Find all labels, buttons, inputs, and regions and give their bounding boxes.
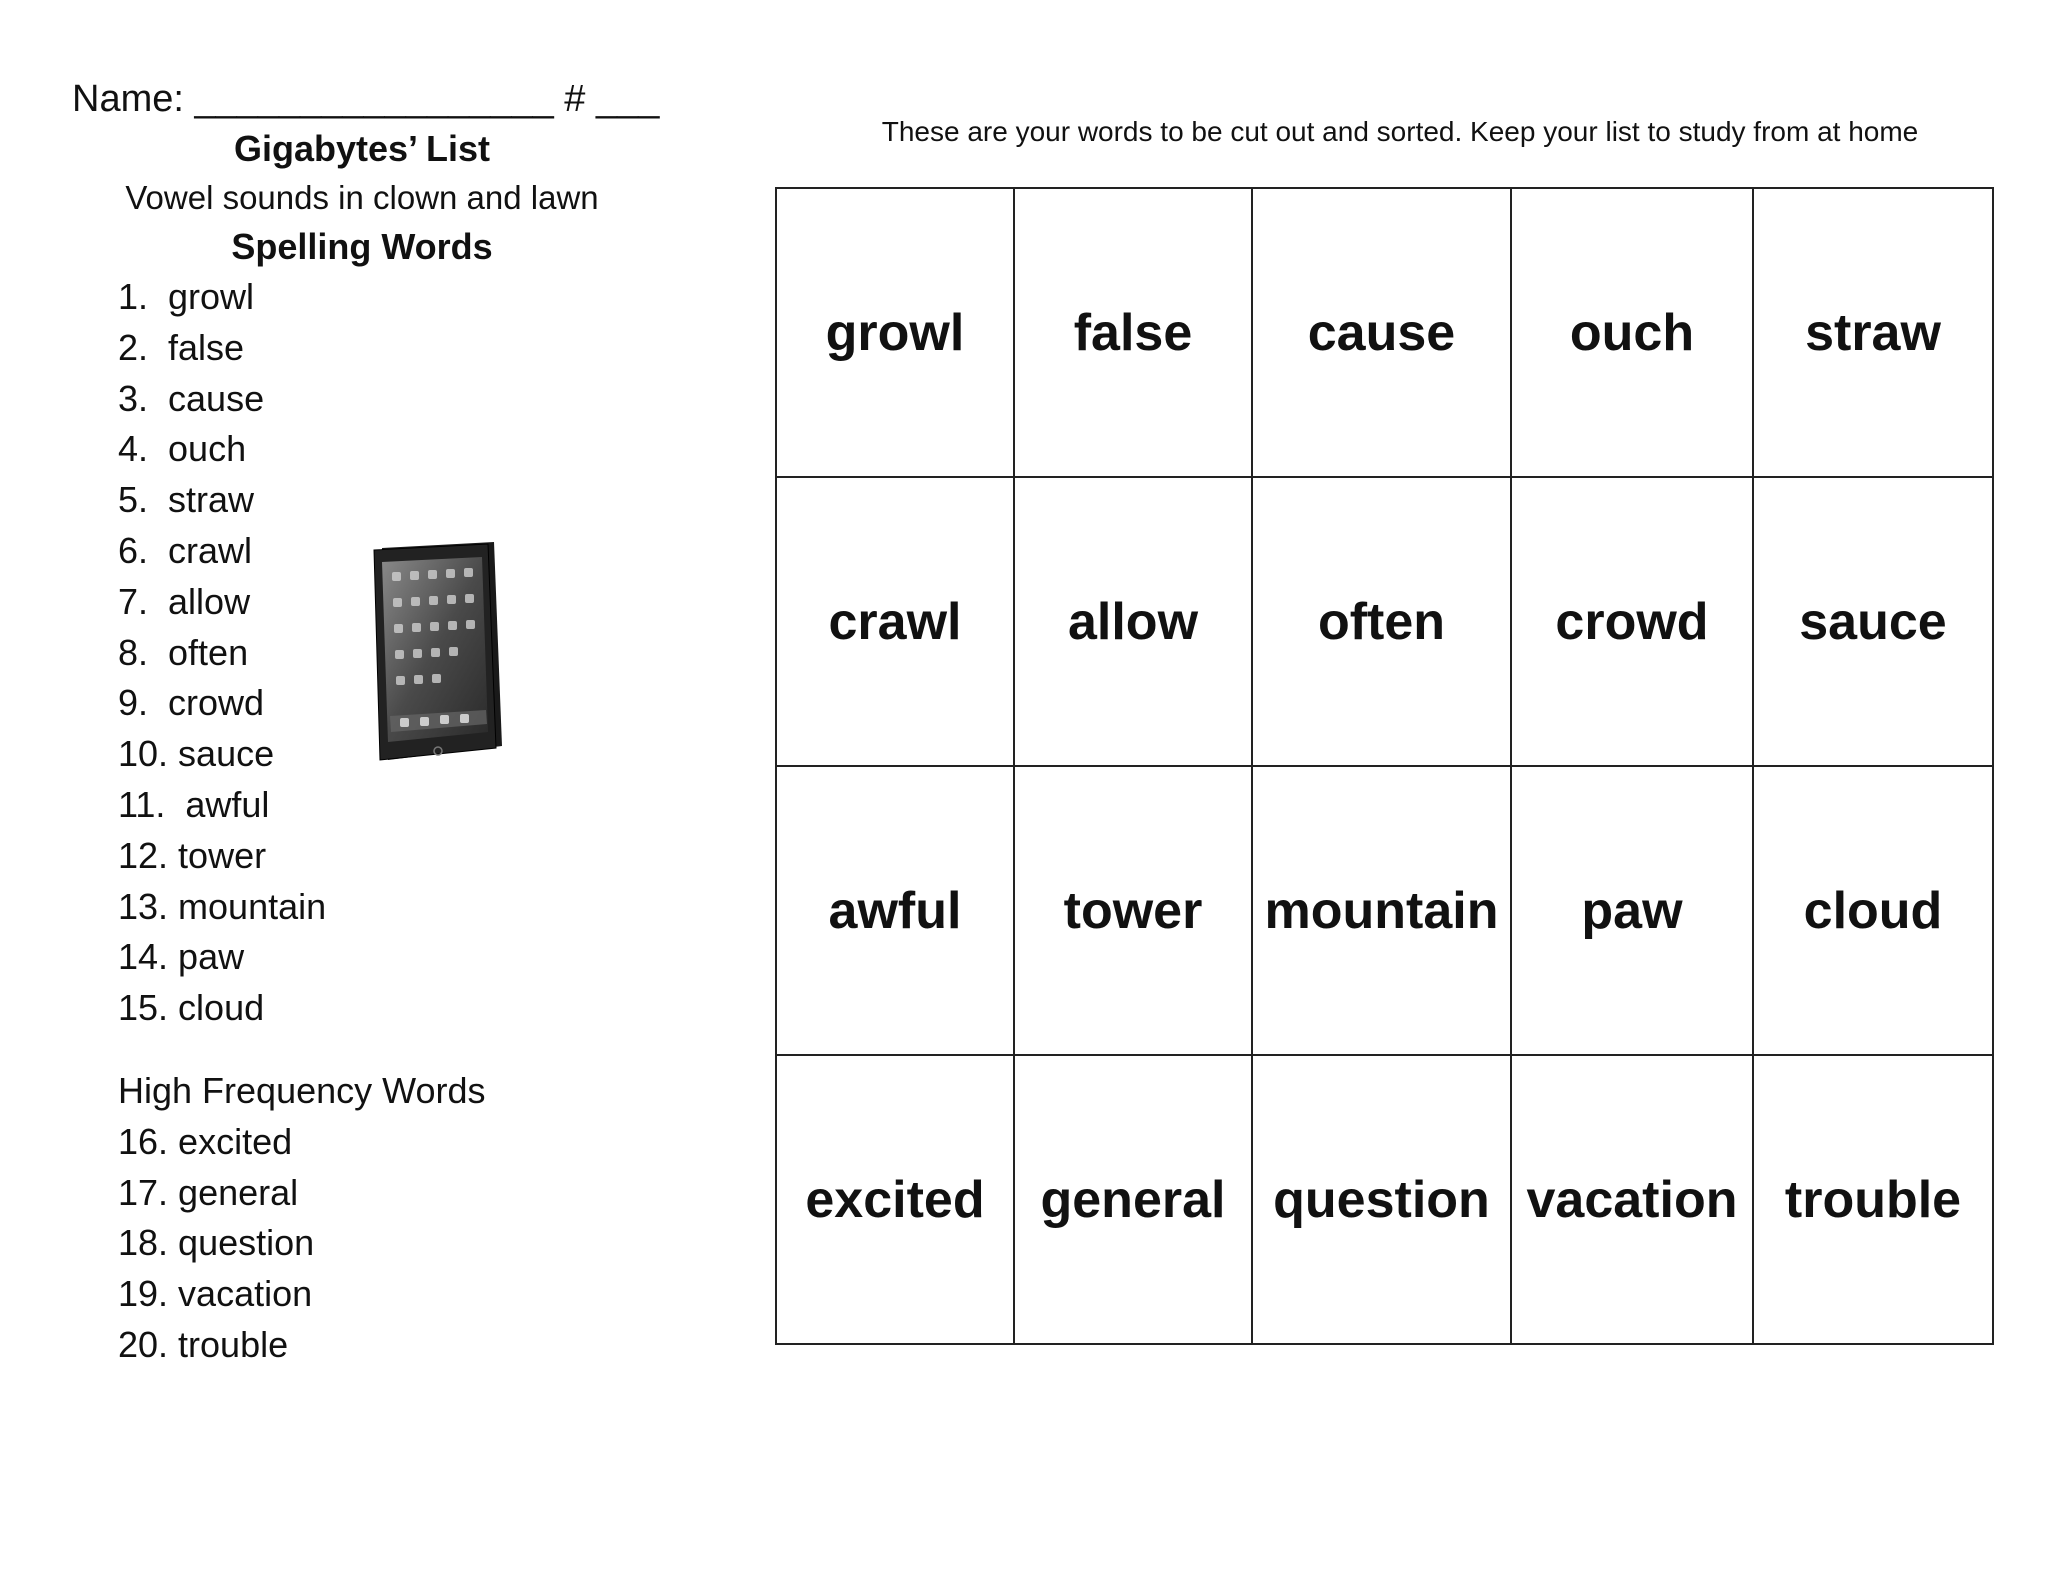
tablet-icon (366, 540, 506, 762)
word-card: growl (776, 188, 1014, 477)
list-item: 9. crowd (118, 682, 265, 724)
list-item: 20. trouble (118, 1323, 289, 1365)
list-item: 8. often (118, 631, 249, 673)
word-card: excited (776, 1055, 1014, 1344)
list-item: 11. awful (118, 783, 270, 825)
word-card: cloud (1753, 766, 1993, 1055)
list-item: 2. false (118, 326, 245, 368)
list-item: 6. crawl (118, 529, 253, 571)
list-item: 18. question (118, 1222, 315, 1264)
list-subtitle: Vowel sounds in clown and lawn (125, 179, 599, 216)
word-card: general (1014, 1055, 1252, 1344)
name-line: Name: _________________ # ___ (72, 78, 660, 120)
word-card: sauce (1753, 477, 1993, 766)
word-card: mountain (1252, 766, 1511, 1055)
list-header (72, 124, 652, 272)
list-item: 16. excited (118, 1120, 293, 1162)
list-item: 12. tower (118, 834, 267, 876)
list-item: 14. paw (118, 936, 245, 978)
list-item: 7. allow (118, 580, 251, 622)
list-item: 19. vacation (118, 1273, 313, 1315)
list-item: 5. straw (118, 479, 255, 521)
word-card: question (1252, 1055, 1511, 1344)
table-row (776, 1055, 1993, 1344)
instructions-text: These are your words to be cut out and sorted. Keep your list to study from at home (881, 116, 1919, 147)
word-card: awful (776, 766, 1014, 1055)
list-item: 3. cause (118, 377, 265, 419)
word-card: often (1252, 477, 1511, 766)
spelling-word-list (72, 272, 632, 1034)
word-card: false (1014, 188, 1252, 477)
word-card: tower (1014, 766, 1252, 1055)
word-card: paw (1511, 766, 1753, 1055)
word-card: cause (1252, 188, 1511, 477)
spelling-words-title: Spelling Words (231, 226, 493, 267)
table-row (776, 766, 1993, 1055)
word-card: straw (1753, 188, 1993, 477)
word-card: crowd (1511, 477, 1753, 766)
list-item: 15. cloud (118, 987, 265, 1029)
word-card: trouble (1753, 1055, 1993, 1344)
list-item: 1. growl (118, 276, 255, 317)
left-column (72, 74, 660, 1371)
word-card: vacation (1511, 1055, 1753, 1344)
high-frequency-word-list (72, 1117, 632, 1371)
table-row (776, 188, 1993, 477)
list-item: 17. general (118, 1171, 299, 1213)
list-title: Gigabytes’ List (233, 128, 491, 169)
list-item: 4. ouch (118, 428, 247, 470)
high-frequency-title: High Frequency Words (118, 1069, 486, 1111)
table-row (776, 477, 1993, 766)
word-card: ouch (1511, 188, 1753, 477)
word-card: allow (1014, 477, 1252, 766)
list-item: 13. mountain (118, 885, 327, 927)
list-item: 10. sauce (118, 733, 275, 775)
word-card: crawl (776, 477, 1014, 766)
word-card-grid (775, 187, 1994, 1345)
